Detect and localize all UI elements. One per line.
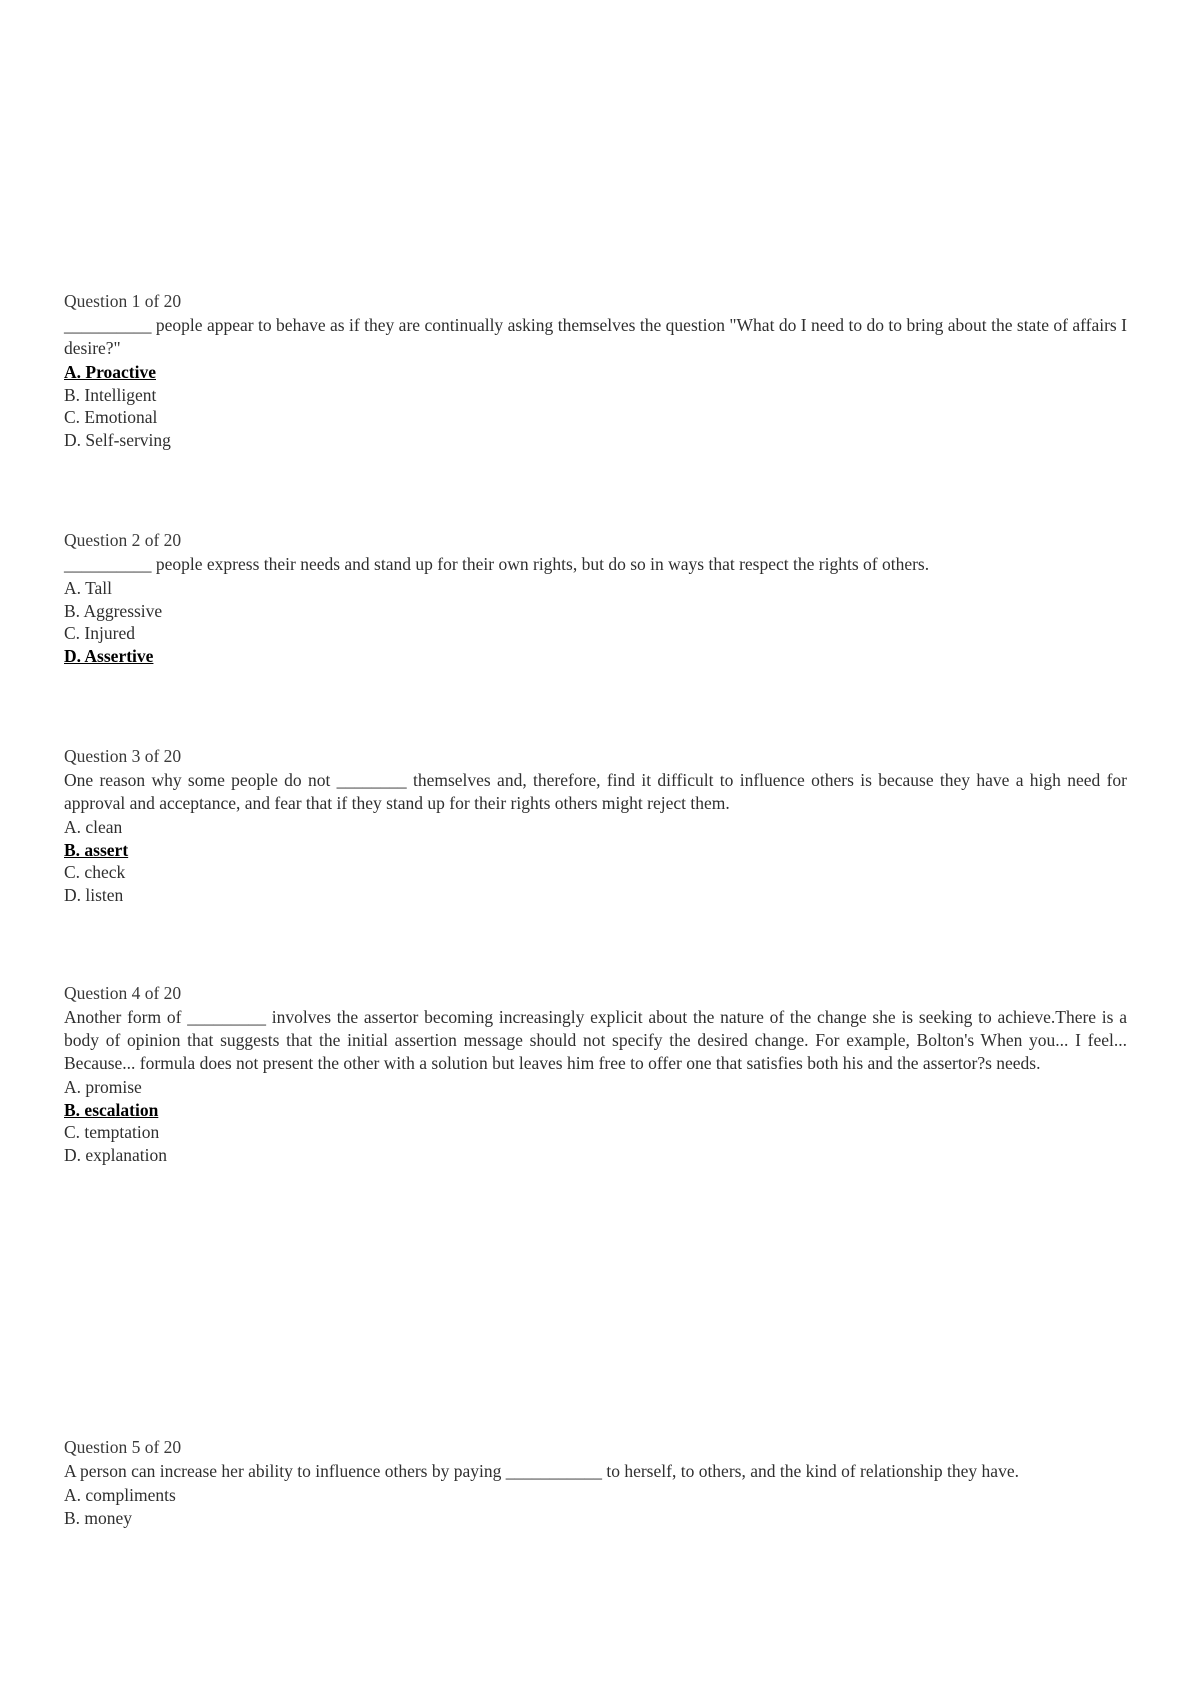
question-stem: __________ people appear to behave as if they are continually asking themselves the question "What do I need to do to bring about the state of affairs I desire?" — [64, 315, 1127, 358]
answer-choice-b[interactable]: B. Aggressive — [64, 600, 163, 621]
question-block-5 — [64, 1436, 1127, 1529]
question-label: Question 1 of 20 — [64, 291, 182, 311]
question-label: Question 5 of 20 — [64, 1437, 182, 1457]
answer-choice-b[interactable]: B. escalation — [64, 1099, 159, 1120]
answer-choice-a[interactable]: A. promise — [64, 1077, 142, 1097]
answer-choice-d[interactable]: D. Self-serving — [64, 429, 171, 450]
answer-choice-d[interactable]: D. listen — [64, 884, 124, 905]
answer-choice-c[interactable]: C. check — [64, 862, 126, 882]
question-block-4 — [64, 982, 1127, 1166]
answer-choice-a[interactable]: A. Proactive — [64, 362, 157, 382]
question-block-2 — [64, 529, 1127, 667]
question-stem: One reason why some people do not ________ themselves and, therefore, find it difficult to influence others is because they have a high need for approval and acceptance, and fear that if they stand up for their rights others might reject them. — [64, 770, 1127, 813]
spacer — [64, 906, 1127, 982]
spacer — [64, 451, 1127, 529]
answer-choice-a[interactable]: A. Tall — [64, 578, 113, 598]
question-label: Question 2 of 20 — [64, 530, 182, 550]
answer-choice-c[interactable]: C. temptation — [64, 1122, 160, 1142]
answer-choice-a[interactable]: A. clean — [64, 817, 123, 837]
question-stem: A person can increase her ability to influence others by paying ___________ to herself, to others, and the kind of relationship they have. — [64, 1461, 1019, 1481]
question-label: Question 3 of 20 — [64, 746, 182, 766]
spacer — [64, 1166, 1127, 1436]
question-label: Question 4 of 20 — [64, 983, 182, 1003]
question-block-3 — [64, 745, 1127, 906]
spacer — [64, 667, 1127, 745]
answer-choice-b[interactable]: B. money — [64, 1507, 133, 1528]
question-stem: __________ people express their needs and stand up for their own rights, but do so in ways that respect the rights of others. — [64, 554, 930, 574]
question-block-1 — [64, 290, 1127, 451]
answer-choice-c[interactable]: C. Injured — [64, 623, 135, 643]
answer-choice-d[interactable]: D. explanation — [64, 1144, 168, 1165]
question-stem: Another form of _________ involves the assertor becoming increasingly explicit about the nature of the change she is seeking to achieve.There is a body of opinion that suggests that the initial assertion message should not specify the desired change. For example, Bolton's When you... I feel... Because... formula does not present the other with a solution but leaves him free to offer one that satisfies both his and the assertor?s needs. — [64, 1007, 1127, 1073]
answer-choice-b[interactable]: B. Intelligent — [64, 384, 157, 405]
answer-choice-d[interactable]: D. Assertive — [64, 645, 154, 666]
answer-choice-a[interactable]: A. compliments — [64, 1485, 176, 1505]
answer-choice-b[interactable]: B. assert — [64, 839, 129, 860]
answer-choice-c[interactable]: C. Emotional — [64, 407, 158, 427]
